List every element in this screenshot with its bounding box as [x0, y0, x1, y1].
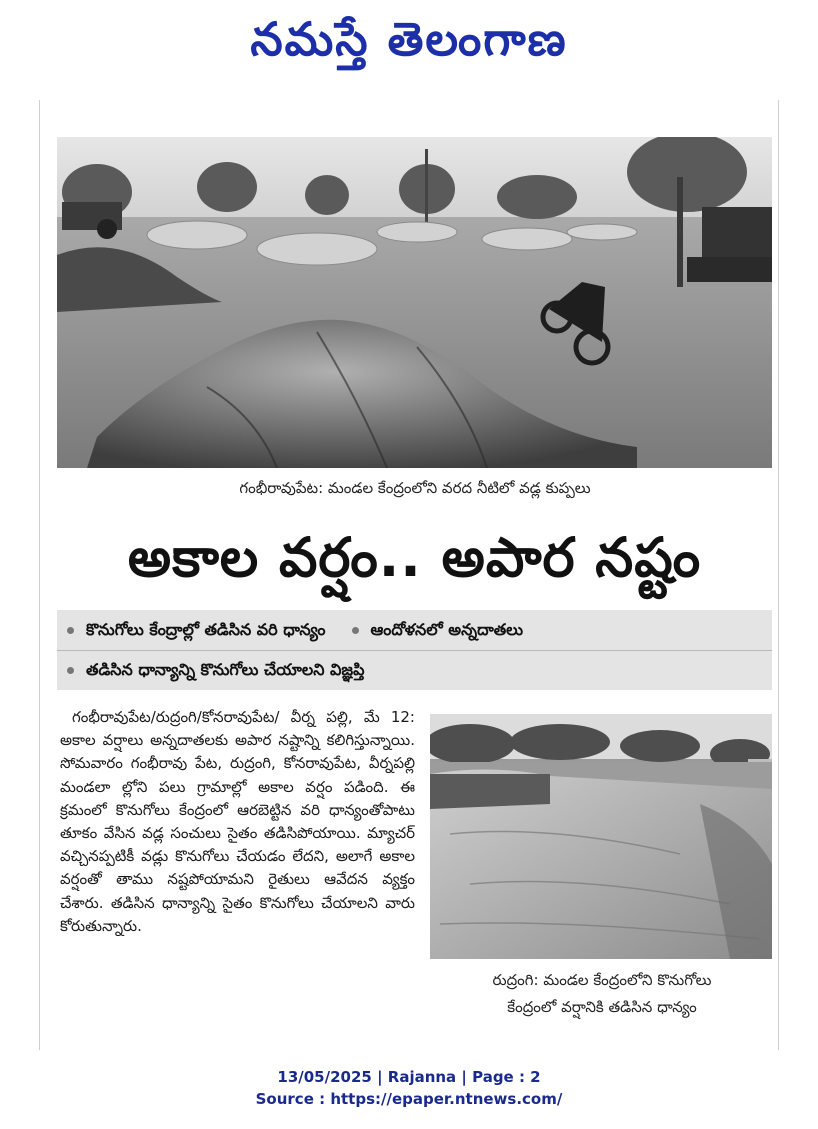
edition-info: 13/05/2025 | Rajanna | Page : 2: [277, 1068, 541, 1086]
secondary-caption-line-2: కేంద్రంలో వర్షానికి తడిసిన ధాన్యం: [507, 998, 697, 1016]
right-column-rule: [778, 100, 779, 1050]
article-deck: [57, 610, 772, 690]
secondary-caption-line-1: రుద్రంగి: మండల కేంద్రంలోని కొనుగోలు: [492, 971, 712, 989]
article-body: గంభీరావుపేట/రుద్రంగి/కోనరావుపేట/ వీర్న పల్లి, మే 12: అకాల వర్షాలు అన్నదాతలకు అపార నష్టాన్ని కలిగిస్తున్నాయి. సోమవారం గంభీరావు పేట, రుద్రంగి, కోనరావుపేట, వీర్నపల్లి మండలా ల్లోని పలు గ్రామాల్లో అకాల వర్షం పడింది. ఈ క్రమంలో కొనుగోలు కేంద్రంలో ఆరబెట్టిన వరి ధాన్యంతోపాటు తూకం వేసిన వడ్ల సంచులు సైతం తడిసిపోయాయి. మ్యాచర్ వచ్చినప్పటికీ వడ్లు కొనుగోలు చేయడం లేదని, అలాగే అకాల వర్షంతో తాము నష్టపోయామని రైతులు ఆవేదన వ్యక్తం చేశారు. తడిసిన ధాన్యాన్ని సైతం కొనుగోలు చేయాలని వారు కోరుతున్నారు.: [60, 708, 415, 935]
secondary-news-photo: [430, 714, 772, 959]
deck-row-2: [57, 650, 772, 690]
secondary-photo-caption: [432, 967, 772, 1021]
main-news-photo: [57, 137, 772, 468]
deck-point-1: కొనుగోలు కేంద్రాల్లో తడిసిన వరి ధాన్యం: [86, 620, 326, 639]
deck-point-3: తడిసిన ధాన్యాన్ని కొనుగోలు చేయాలని విజ్ఞప్తి: [86, 660, 365, 679]
deck-row-1: [57, 610, 772, 651]
bullet-icon: [67, 667, 74, 674]
bullet-icon: [67, 627, 74, 634]
deck-point-2: ఆందోళనలో అన్నదాతలు: [370, 620, 524, 639]
left-column-rule: [39, 100, 40, 1050]
bullet-icon: [352, 627, 359, 634]
article-headline: అకాల వర్షం.. అపార నష్టం: [127, 526, 702, 589]
newspaper-masthead: నమస్తే తెలంగాణ: [250, 12, 568, 66]
main-photo-caption: గంభీరావుపేట: మండల కేంద్రంలోని వరద నీటిలో వడ్ల కుప్పలు: [239, 479, 591, 497]
source-link[interactable]: Source : https://epaper.ntnews.com/: [255, 1090, 563, 1108]
